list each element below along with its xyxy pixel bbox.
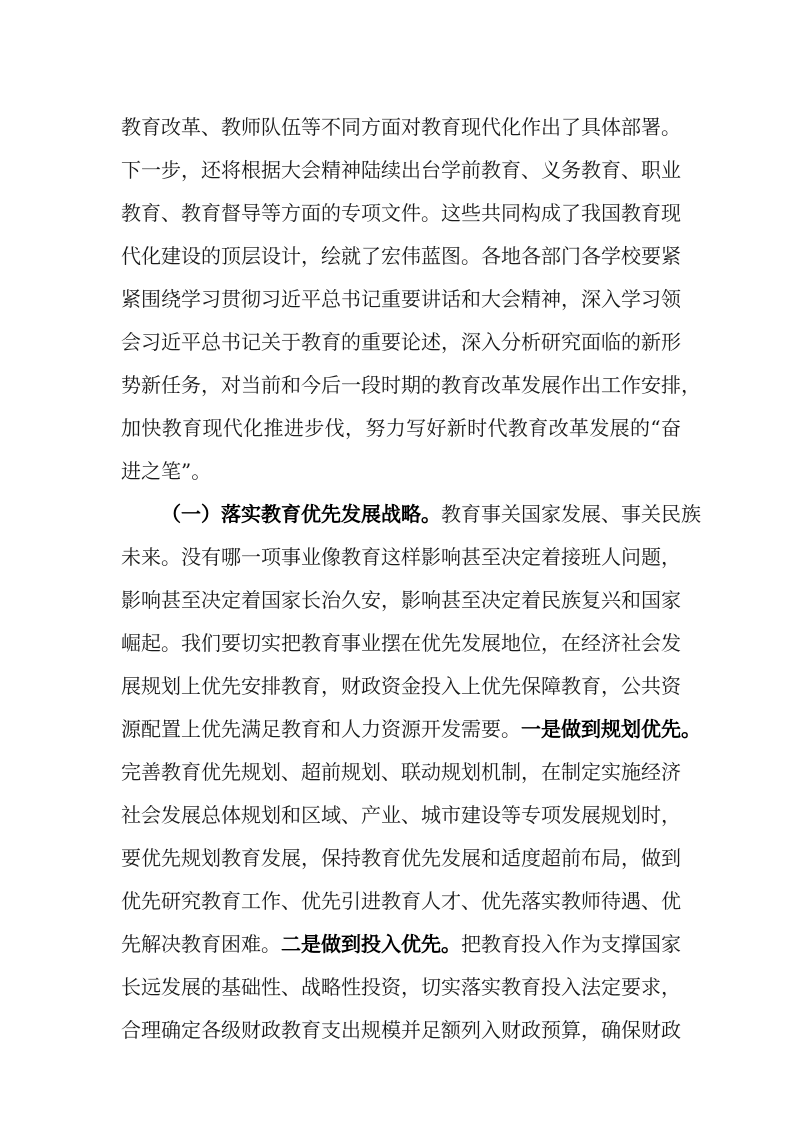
body-line: 紧围绕学习贯彻习近平总书记重要讲话和大会精神，深入学习领 [121, 287, 681, 311]
body-line: 下一步，还将根据大会精神陆续出台学前教育、义务教育、职业 [121, 158, 681, 182]
body-line: 教育改革、教师队伍等不同方面对教育现代化作出了具体部署。 [121, 115, 681, 139]
body-line: 社会发展总体规划和区域、产业、城市建设等专项发展规划时， [121, 803, 681, 827]
key-point-2: 二是做到投入优先。 [281, 932, 461, 956]
section-heading: （一）落实教育优先发展战略。 [161, 502, 441, 526]
body-line: 合理确定各级财政教育支出规模并足额列入财政预算，确保财政 [121, 1018, 681, 1042]
body-line: 势新任务，对当前和今后一段时期的教育改革发展作出工作安排， [121, 373, 701, 397]
body-line: 会习近平总书记关于教育的重要论述，深入分析研究面临的新形 [121, 330, 681, 354]
body-line: 先解决教育困难。二是做到投入优先。把教育投入作为支撑国家 [121, 932, 681, 956]
body-line: 崛起。我们要切实把教育事业摆在优先发展地位，在经济社会发 [121, 631, 681, 655]
body-line: 要优先规划教育发展，保持教育优先发展和适度超前布局，做到 [121, 846, 681, 870]
body-line: 源配置上优先满足教育和人力资源开发需要。一是做到规划优先。 [121, 717, 701, 741]
body-line: 完善教育优先规划、超前规划、联动规划机制，在制定实施经济 [121, 760, 681, 784]
section-heading-line: （一）落实教育优先发展战略。教育事关国家发展、事关民族 [161, 502, 701, 526]
body-line: 长远发展的基础性、战略性投资，切实落实教育投入法定要求， [121, 975, 681, 999]
body-line: 代化建设的顶层设计，绘就了宏伟蓝图。各地各部门各学校要紧 [121, 244, 681, 268]
body-line: 未来。没有哪一项事业像教育这样影响甚至决定着接班人问题， [121, 545, 681, 569]
body-line: 教育、教育督导等方面的专项文件。这些共同构成了我国教育现 [121, 201, 681, 225]
body-line: 优先研究教育工作、优先引进教育人才、优先落实教师待遇、优 [121, 889, 681, 913]
key-point-1: 一是做到规划优先。 [521, 717, 701, 741]
body-line: 加快教育现代化推进步伐，努力写好新时代教育改革发展的“奋 [121, 416, 681, 440]
body-line: 展规划上优先安排教育，财政资金投入上优先保障教育，公共资 [121, 674, 681, 698]
body-line: 进之笔”。 [121, 459, 212, 483]
body-line: 影响甚至决定着国家长治久安，影响甚至决定着民族复兴和国家 [121, 588, 681, 612]
